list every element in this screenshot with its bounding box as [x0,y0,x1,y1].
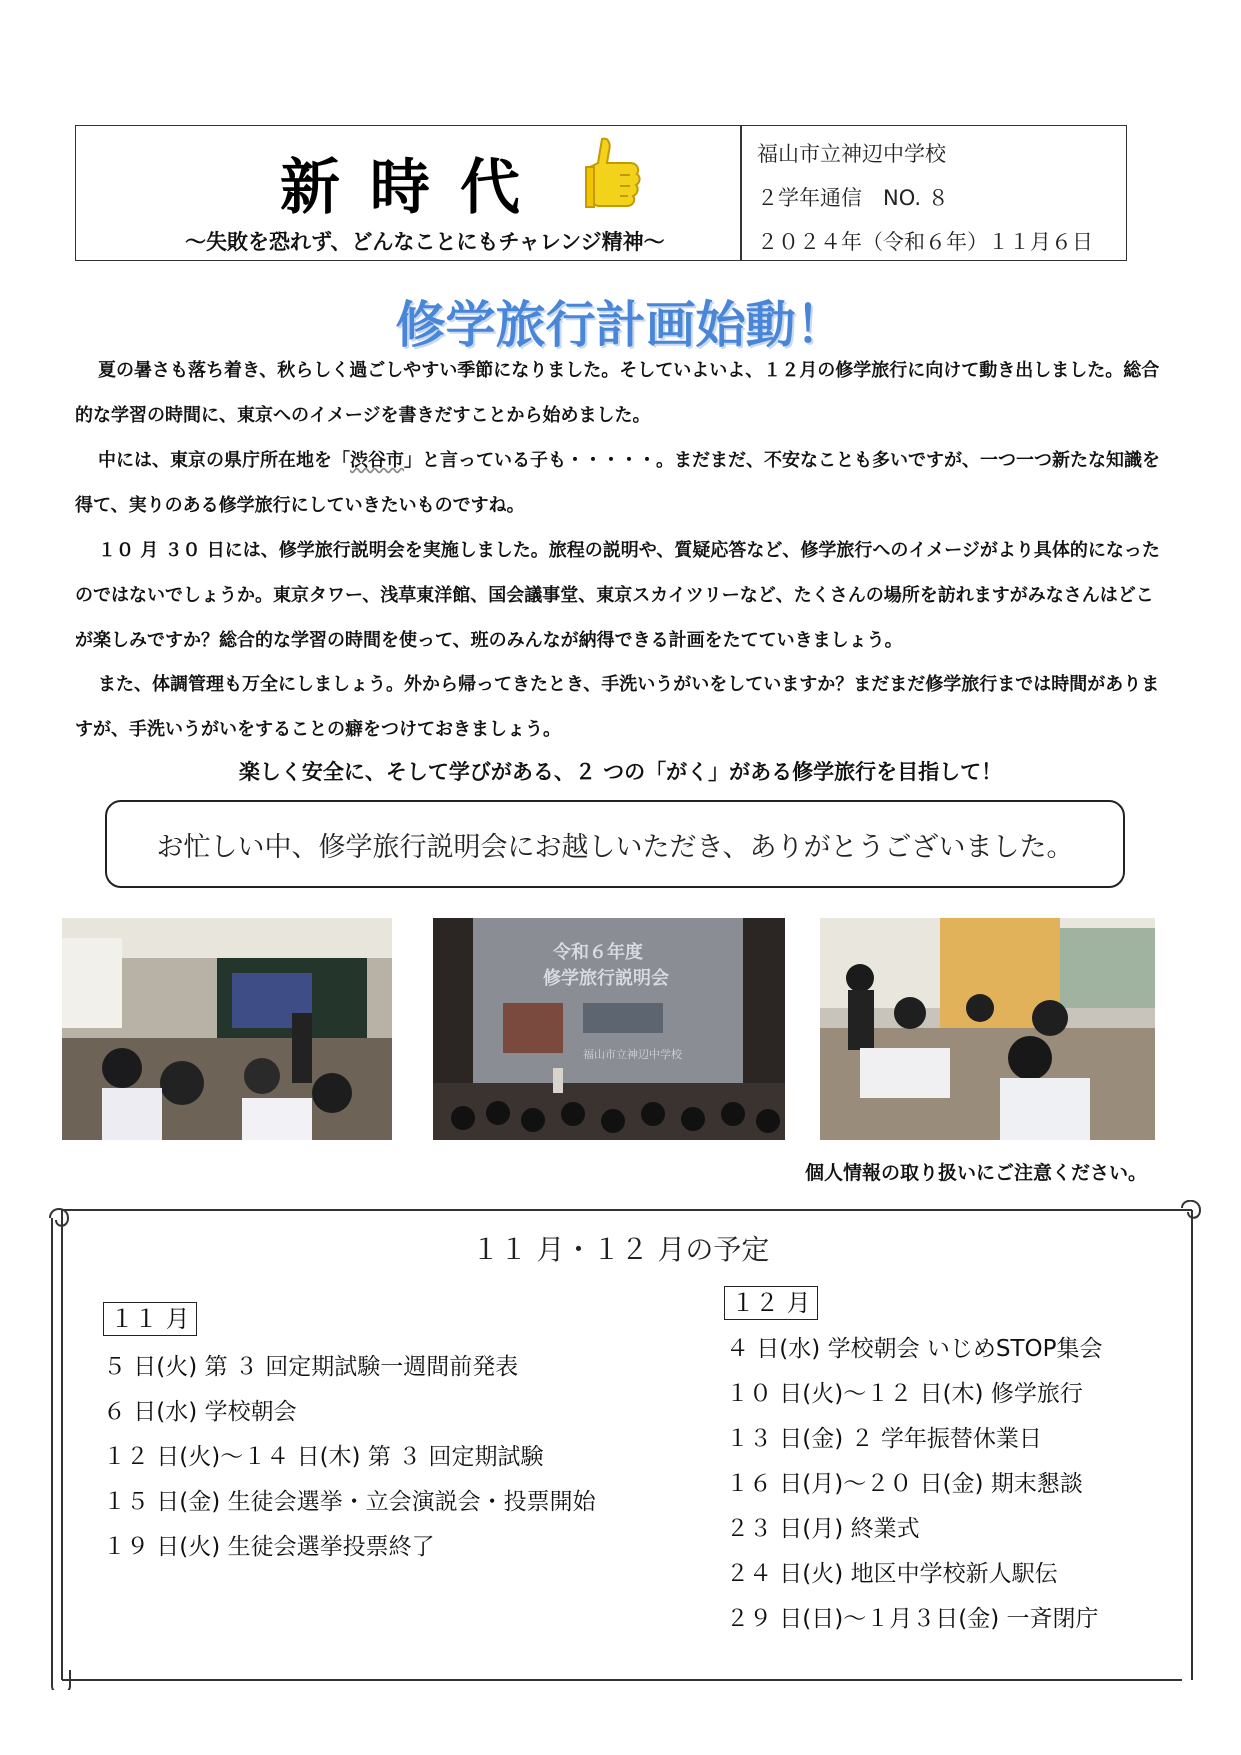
slogan: 楽しく安全に、そして学びがある、２ つの「がく」がある修学旅行を目指して！ [238,760,1003,784]
december-label: １２ 月 [724,1286,818,1320]
privacy-note: 個人情報の取り扱いにご注意ください。 [805,1162,1148,1184]
november-schedule [103,1345,596,1570]
schedule-item: １３ 日(金) ２ 学年振替休業日 [726,1426,1042,1452]
schedule-item: １６ 日(月)～２０ 日(金) 期末懇談 [726,1471,1083,1497]
paragraph-2 [75,438,1170,528]
thumbs-up-icon [580,135,642,213]
thanks-message-box [105,800,1125,888]
slide-school-name: 福山市立神辺中学校 [583,1048,682,1061]
paragraph-1 [75,348,1170,438]
paragraph-4 [75,662,1170,752]
classroom-photo [62,918,392,1140]
schedule-item: ２９ 日(日)～１月３日(金) 一斉閉庁 [726,1606,1099,1632]
paragraph-3-text: １０ 月 ３０ 日には、修学旅行説明会を実施しました。旅程の説明や、質疑応答など、修学旅行へのイメージがより具体的になったのではないでしょうか。東京タワー、浅草東洋館、国会議事堂、東京スカイツリーなど、たくさんの場所を訪れますがみなさんはどこが楽しみですか？総合的な学習の時間を使って、班のみんなが納得できる計画をたてていきましょう。 [75,540,1160,651]
presentation-hall-photo [433,918,785,1140]
schedule-item: ２３ 日(月) 終業式 [726,1516,920,1542]
november-label: １１ 月 [103,1302,197,1336]
newsletter-subtitle: ～失敗を恐れず、どんなことにもチャレンジ精神～ [185,230,665,254]
paragraph-1-text: 夏の暑さも落ち着き、秋らしく過ごしやすい季節になりました。そしていよいよ、１２月の修学旅行に向けて動き出しました。総合的な学習の時間に、東京へのイメージを書きだすことから始めました。 [75,360,1160,426]
header-divider [740,125,742,261]
paragraph-2-text-b: 」と言っている子も・・・・・。まだまだ、不安なことも多いですが、一つ一つ新たな知識を得て、実りのある修学旅行にしていきたいものですね。 [75,450,1160,516]
schedule-item: ２４ 日(火) 地区中学校新人駅伝 [726,1561,1058,1587]
schedule-item: ５ 日(火) 第 ３ 回定期試験一週間前発表 [103,1354,519,1380]
schedule-item: １２ 日(火)～１４ 日(木) 第 ３ 回定期試験 [103,1444,544,1470]
schedule-item: １０ 日(火)～１２ 日(木) 修学旅行 [726,1381,1083,1407]
issue-date: ２０２４年（令和６年）１１月６日 [757,230,1093,254]
issue-number: ２学年通信 NO. ８ [757,186,949,210]
paragraph-2-text-a: 中には、東京の県庁所在地を「 [98,450,350,471]
slide-title-line2: 修学旅行説明会 [543,968,669,989]
schedule-item: １９ 日(火) 生徒会選挙投票終了 [103,1534,435,1560]
highlighted-term: 渋谷市 [350,450,404,471]
december-schedule [726,1327,1103,1642]
school-name: 福山市立神辺中学校 [757,142,946,166]
newsletter-title: 新時代 [280,153,550,223]
headline: 修学旅行計画始動！ [395,296,846,354]
paragraph-3 [75,528,1170,663]
paragraph-4-text: また、体調管理も万全にしましょう。外から帰ってきたとき、手洗いうがいをしていますか？まだまだ修学旅行までは時間がありますが、手洗いうがいをすることの癖をつけておきましょう。 [75,674,1160,740]
slide-title-line1: 令和６年度 [553,942,643,963]
schedule-item: ６ 日(水) 学校朝会 [103,1399,297,1425]
schedule-item: ４ 日(水) 学校朝会 いじめSTOP集会 [726,1336,1103,1362]
group-work-photo [820,918,1155,1140]
schedule-title: １１ 月・１２ 月の予定 [471,1233,770,1266]
schedule-item: １５ 日(金) 生徒会選挙・立会演説会・投票開始 [103,1489,596,1515]
thanks-message: お忙しい中、修学旅行説明会にお越しいただき、ありがとうございました。 [156,831,1074,863]
